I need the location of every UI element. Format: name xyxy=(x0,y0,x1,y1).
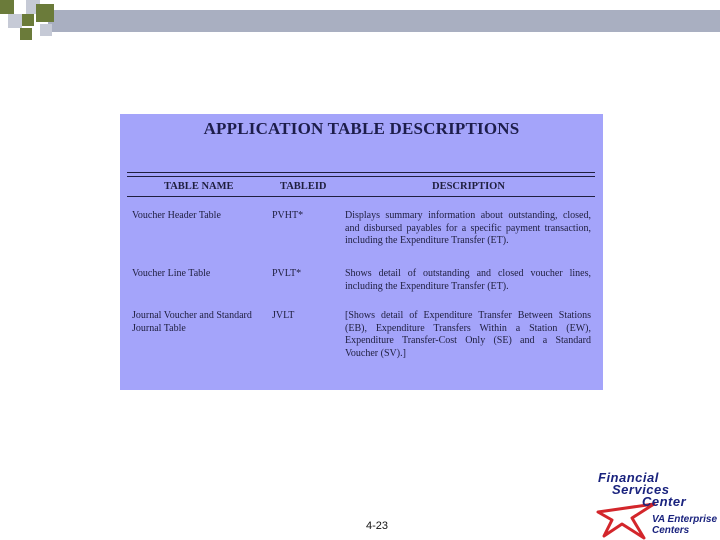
table-description-cell: [Shows detail of Expenditure Transfer Between Stations (EB), Expenditure Transfers Within a Station (EW), Expenditure Transfer-Cost Only (SE) and a Standard Voucher (SV).] xyxy=(345,310,591,359)
column-header-description: DESCRIPTION xyxy=(432,181,505,192)
logo-text-line: Financial xyxy=(598,470,659,485)
header-square xyxy=(40,24,52,36)
table-name-cell: Voucher Line Table xyxy=(132,268,211,279)
header-square xyxy=(14,0,26,12)
header-square xyxy=(22,14,34,26)
application-table-panel xyxy=(120,114,603,390)
logo-text-line: Center xyxy=(642,494,687,509)
table-name-cell: Voucher Header Table xyxy=(132,210,221,221)
table-id-cell: PVHT* xyxy=(272,210,304,221)
column-header-tableid: TABLEID xyxy=(280,181,327,192)
header-square xyxy=(36,4,54,22)
table-description-cell: Displays summary information about outstanding, closed, and disbursed payables for a specific payment transaction, including the Expenditure Transfer (ET). xyxy=(345,210,591,246)
page-number: 4-23 xyxy=(366,520,389,532)
logo-text-line: VA Enterprise xyxy=(652,514,718,525)
table-id-cell: JVLT xyxy=(272,310,295,321)
column-header-table-name: TABLE NAME xyxy=(164,181,234,192)
header-gray-bar xyxy=(48,10,720,32)
logo-text-line: Centers xyxy=(652,525,690,536)
header-decoration xyxy=(0,0,720,48)
logo-text-line: Services xyxy=(612,482,670,497)
header-square xyxy=(20,28,32,40)
table-description-cell: Shows detail of outstanding and closed voucher lines, including the Expenditure Transfer (ET). xyxy=(345,268,591,292)
table-rule xyxy=(127,196,595,197)
header-square xyxy=(0,0,14,14)
table-rule xyxy=(127,172,595,173)
financial-services-center-logo xyxy=(590,468,718,540)
table-id-cell: PVLT* xyxy=(272,268,302,279)
panel-title: APPLICATION TABLE DESCRIPTIONS xyxy=(203,119,520,138)
table-rule xyxy=(127,176,595,177)
header-square xyxy=(8,14,22,28)
table-name-cell: Journal Voucher and Standard Journal Table xyxy=(132,310,252,334)
